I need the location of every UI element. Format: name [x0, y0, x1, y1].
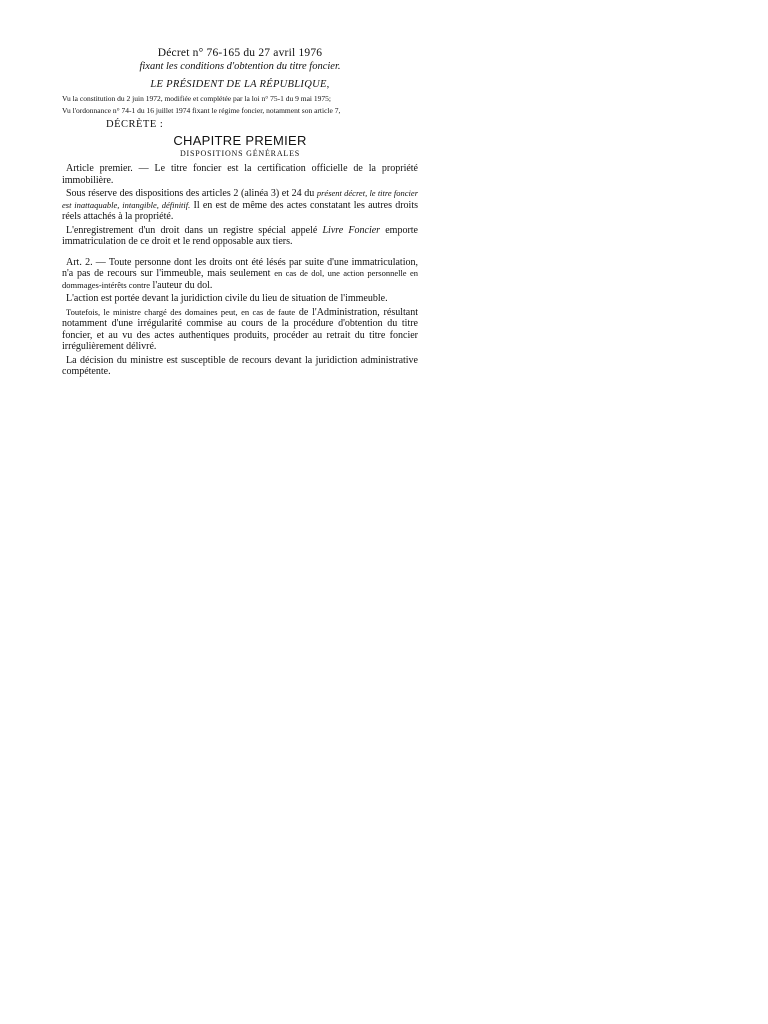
article-1-paragraph-3-end: emporte immatriculation de ce droit et le rend opposable aux tiers. — [62, 224, 418, 247]
decrete-heading: DÉCRÈTE : — [106, 119, 164, 130]
article-1-paragraph-3 — [62, 225, 418, 248]
president-heading: LE PRÉSIDENT DE LA RÉPUBLIQUE, — [150, 79, 330, 90]
chapter-subheading: DISPOSITIONS GÉNÉRALES — [179, 149, 301, 158]
article-1-paragraph-2-start: Sous réserve des dispositions des articles 2 (alinéa 3) et 24 du — [66, 188, 317, 199]
article-1-paragraph-1: Article premier. — Le titre foncier est la certification officielle de la propriété immobilière. — [62, 163, 418, 186]
article-1-paragraph-3-start: L'enregistrement d'un droit dans un registre spécial appelé — [66, 224, 323, 236]
article-2-paragraph-3-end: de l'Administration, résultant notamment d'une irrégularité commise au cours de la procédure d'obtention du titre foncier, et au vu des actes authentiques produits, procéder au retrait du titre foncier irrégulièrement délivré. — [62, 306, 418, 352]
article-2-paragraph-1-small: en cas de dol, une action personnelle en dommages-intérêts contre — [62, 268, 418, 290]
article-2-paragraph-1-end: l'auteur du dol. — [150, 279, 213, 291]
livre-foncier-term: Livre Foncier — [322, 224, 381, 236]
article-1-paragraph-2 — [62, 188, 418, 223]
vu-constitution: Vu la constitution du 2 juin 1972, modifiée et complétée par la loi n° 75-1 du 9 mai 1975; — [62, 94, 331, 103]
article-1-paragraph-2-end: Il en est de même des actes constatant les autres droits réels attachés à la propriété. — [62, 199, 418, 222]
article-2-paragraph-3-small: Toutefois, le ministre chargé des domaines peut, en cas de faute — [66, 306, 296, 317]
vu-ordonnance: Vu l'ordonnance n° 74-1 du 16 juillet 1974 fixant le régime foncier, notamment son article 7, — [62, 106, 341, 115]
decree-subtitle: fixant les conditions d'obtention du titre foncier. — [139, 61, 341, 72]
article-2-paragraph-2: L'action est portée devant la juridiction civile du lieu de situation de l'immeuble. — [66, 293, 388, 304]
decree-title: Décret n° 76-165 du 27 avril 1976 — [157, 47, 323, 59]
decree-text — [62, 46, 418, 380]
article-1-paragraph-2-italic: présent décret, le titre foncier est inattaquable, intangible, définitif. — [62, 188, 418, 210]
chapter-heading: CHAPITRE PREMIER — [173, 133, 307, 148]
article-2-paragraph-1 — [62, 257, 418, 292]
article-2-paragraph-1-start: Art. 2. — Toute personne dont les droits ont été lésés par suite d'une immatriculation, n'a pas de recours sur l'immeuble, mais seulement — [62, 256, 418, 279]
article-2-paragraph-3 — [62, 307, 418, 353]
article-2-paragraph-4: La décision du ministre est susceptible de recours devant la juridiction administrative compétente. — [62, 354, 418, 377]
